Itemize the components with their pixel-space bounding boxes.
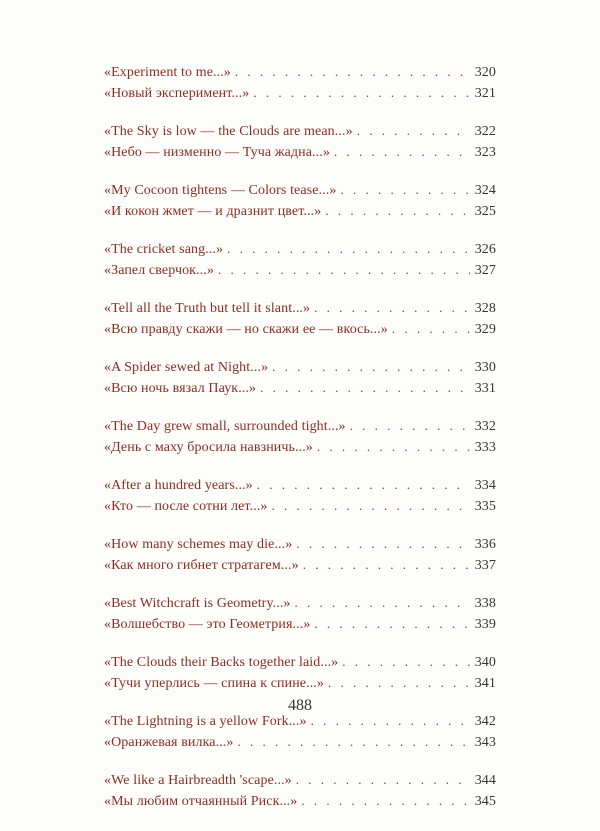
toc-entry-page: 328: [474, 301, 496, 316]
page-number: 488: [288, 697, 312, 714]
toc-group: [104, 64, 496, 106]
toc-entry-title: «Волшебство — это Геометрия...»: [104, 617, 311, 632]
dot-leader: [301, 793, 470, 809]
toc-group: [104, 241, 496, 283]
toc-entry-page: 341: [474, 676, 496, 691]
toc-entry-title: «The cricket sang...»: [104, 242, 224, 257]
toc-entry-title: «День с маху бросила навзничь...»: [104, 440, 313, 455]
toc-entry-title: «И кокон жмет — и дразнит цвет...»: [104, 204, 322, 219]
toc-group: [104, 359, 496, 401]
dot-leader: [260, 380, 470, 396]
dot-leader: [296, 772, 470, 788]
toc-entry-title: «Небо — низменно — Туча жадна...»: [104, 145, 330, 160]
toc-entry-title: «Всю правду скажи — но скажи ее — вкось...»: [104, 322, 388, 337]
table-of-contents: [104, 64, 496, 831]
dot-leader: [350, 418, 470, 434]
toc-entry-title: «Experiment to me...»: [104, 65, 231, 80]
toc-entry-title: «Оранжевая вилка...»: [104, 735, 234, 750]
toc-entry[interactable]: [104, 439, 496, 460]
toc-entry[interactable]: [104, 241, 496, 262]
toc-entry[interactable]: [104, 123, 496, 144]
toc-entry-page: 338: [474, 596, 496, 611]
toc-entry-page: 337: [474, 558, 496, 573]
toc-group: [104, 418, 496, 460]
toc-entry-title: «Новый эксперимент...»: [104, 86, 250, 101]
toc-entry-title: «Как много гибнет стратагем...»: [104, 558, 299, 573]
toc-entry[interactable]: [104, 85, 496, 106]
toc-entry-page: 330: [474, 360, 496, 375]
toc-entry-page: 335: [474, 499, 496, 514]
toc-group: [104, 713, 496, 755]
dot-leader: [218, 262, 470, 278]
toc-entry-page: 327: [474, 263, 496, 278]
dot-leader: [334, 144, 470, 160]
toc-entry-page: 339: [474, 617, 496, 632]
toc-entry[interactable]: [104, 675, 496, 696]
dot-leader: [340, 182, 470, 198]
toc-entry-page: 326: [474, 242, 496, 257]
toc-entry-title: «Запел сверчок...»: [104, 263, 214, 278]
dot-leader: [357, 123, 470, 139]
toc-entry-title: «Tell all the Truth but tell it slant...»: [104, 301, 311, 316]
dot-leader: [235, 64, 470, 80]
toc-entry[interactable]: [104, 380, 496, 401]
toc-entry-page: 325: [474, 204, 496, 219]
toc-entry-title: «Мы любим отчаянный Риск...»: [104, 794, 298, 809]
toc-entry-title: «The Lightning is a yellow Fork...»: [104, 714, 307, 729]
toc-group: [104, 536, 496, 578]
toc-entry-page: 342: [474, 714, 496, 729]
toc-entry[interactable]: [104, 616, 496, 637]
dot-leader: [295, 595, 470, 611]
toc-entry-title: «We like a Hairbreadth 'scape...»: [104, 773, 292, 788]
toc-entry-title: «The Clouds their Backs together laid...»: [104, 655, 339, 670]
dot-leader: [303, 557, 470, 573]
toc-entry-page: 323: [474, 145, 496, 160]
toc-entry-page: 322: [474, 124, 496, 139]
toc-entry-page: 336: [474, 537, 496, 552]
toc-entry-page: 345: [474, 794, 496, 809]
dot-leader: [392, 321, 470, 337]
dot-leader: [311, 713, 470, 729]
toc-entry[interactable]: [104, 772, 496, 793]
toc-entry-page: 340: [474, 655, 496, 670]
toc-group: [104, 300, 496, 342]
toc-entry-page: 331: [474, 381, 496, 396]
toc-entry-title: «Всю ночь вязал Паук...»: [104, 381, 257, 396]
toc-group: [104, 772, 496, 814]
toc-entry-title: «A Spider sewed at Night...»: [104, 360, 269, 375]
dot-leader: [238, 734, 471, 750]
toc-entry[interactable]: [104, 262, 496, 283]
dot-leader: [314, 300, 470, 316]
toc-entry[interactable]: [104, 557, 496, 578]
toc-group: [104, 595, 496, 637]
toc-entry[interactable]: [104, 654, 496, 675]
dot-leader: [317, 439, 470, 455]
toc-entry[interactable]: [104, 498, 496, 519]
dot-leader: [314, 616, 470, 632]
toc-entry[interactable]: [104, 793, 496, 814]
dot-leader: [296, 536, 470, 552]
toc-entry-page: 333: [474, 440, 496, 455]
toc-entry[interactable]: [104, 536, 496, 557]
toc-entry-title: «After a hundred years...»: [104, 478, 253, 493]
toc-entry-page: 343: [474, 735, 496, 750]
toc-entry[interactable]: [104, 321, 496, 342]
toc-entry-page: 344: [474, 773, 496, 788]
toc-entry-title: «The Day grew small, surrounded tight...»: [104, 419, 346, 434]
dot-leader: [328, 675, 470, 691]
toc-entry-title: «How many schemes may die...»: [104, 537, 293, 552]
dot-leader: [272, 359, 470, 375]
toc-entry-title: «Тучи уперлись — спина к спине...»: [104, 676, 324, 691]
toc-entry-title: «My Cocoon tightens — Colors tease...»: [104, 183, 337, 198]
toc-group: [104, 654, 496, 696]
toc-entry[interactable]: [104, 203, 496, 224]
toc-entry[interactable]: [104, 359, 496, 380]
dot-leader: [272, 498, 471, 514]
toc-entry-page: 329: [474, 322, 496, 337]
toc-entry-title: «Кто — после сотни лет...»: [104, 499, 268, 514]
toc-entry-page: 321: [474, 86, 496, 101]
toc-group: [104, 477, 496, 519]
toc-group: [104, 123, 496, 165]
toc-entry-page: 334: [474, 478, 496, 493]
dot-leader: [325, 203, 470, 219]
toc-entry-title: «The Sky is low — the Clouds are mean...»: [104, 124, 353, 139]
toc-entry[interactable]: [104, 64, 496, 85]
toc-entry[interactable]: [104, 734, 496, 755]
toc-entry-page: 332: [474, 419, 496, 434]
dot-leader: [257, 477, 470, 493]
toc-entry[interactable]: [104, 713, 496, 734]
dot-leader: [227, 241, 470, 257]
toc-entry[interactable]: [104, 477, 496, 498]
toc-entry[interactable]: [104, 418, 496, 439]
toc-entry-title: «Best Witchcraft is Geometry...»: [104, 596, 291, 611]
toc-entry[interactable]: [104, 144, 496, 165]
dot-leader: [253, 85, 470, 101]
toc-entry[interactable]: [104, 300, 496, 321]
toc-entry[interactable]: [104, 182, 496, 203]
toc-entry-page: 320: [474, 65, 496, 80]
toc-group: [104, 182, 496, 224]
toc-entry[interactable]: [104, 595, 496, 616]
dot-leader: [342, 654, 470, 670]
toc-entry-page: 324: [474, 183, 496, 198]
